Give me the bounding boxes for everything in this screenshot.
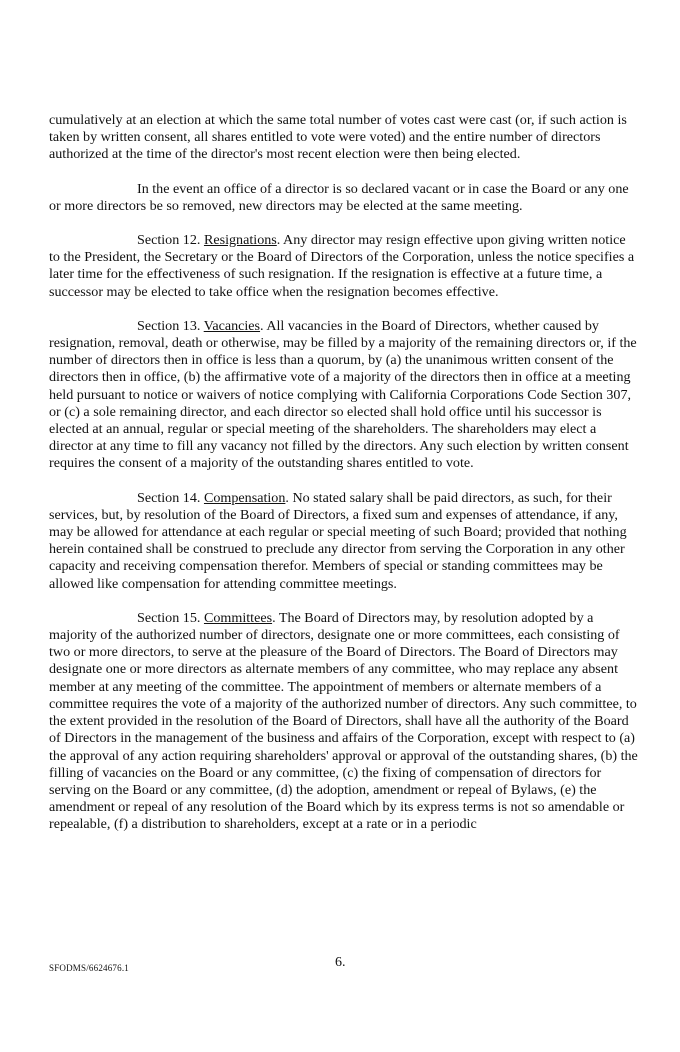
section-body: . No stated salary shall be paid directors, as such, for their services, but, by resolution of the Board of Directors, a fixed sum and expenses of attendance, if any, may be allowed for attendance at each regular or special meeting of such Board; provided that nothing herein contained shall be construed to preclude any director from serving the Corporation in any other capacity and receiving compensation therefor. Members of special or standing committees may be allowed like compensation for attending committee meetings. xyxy=(49,489,627,592)
document-id: SFODMS/6624676.1 xyxy=(49,963,129,973)
document-body xyxy=(49,112,639,851)
section-13 xyxy=(49,318,639,473)
section-number: Section 15. xyxy=(137,609,201,626)
section-number: Section 14. xyxy=(137,489,201,506)
page-number: 6. xyxy=(335,955,346,970)
section-number: Section 13. xyxy=(137,317,201,334)
section-14 xyxy=(49,490,639,593)
paragraph-continuation: cumulatively at an election at which the same total number of votes cast were cast (or, if such action is taken by written consent, all shares entitled to vote were voted) and the entire number of directors authorized at the time of the director's most recent election were then being elected. xyxy=(49,112,627,163)
section-body: . The Board of Directors may, by resolution adopted by a majority of the authorized number of directors, designate one or more committees, each consisting of two or more directors, to serve at the pleasure of the Board of Directors. The Board of Directors may designate one or more directors as alternate members of any committee, who may replace any absent member at any meeting of the committee. The appointment of members or alternate members of a committee requires the vote of a majority of the authorized number of directors. Any such committee, to the extent provided in the resolution of the Board of Directors, shall have all the authority of the Board of Directors in the management of the business and affairs of the Corporation, except with respect to (a) the approval of any action requiring shareholders' approval or approval of the outstanding shares, (b) the filling of vacancies on the Board or any committee, (c) the fixing of compensation of directors for serving on the Board or any committee, (d) the adoption, amendment or repeal of Bylaws, (e) the amendment or repeal of any resolution of the Board which by its express terms is not so amendable or repealable, (f) a distribution to shareholders, except at a rate or in a periodic xyxy=(49,609,638,833)
section-number: Section 12. xyxy=(137,232,201,249)
section-12 xyxy=(49,232,639,301)
section-body: . All vacancies in the Board of Directors, whether caused by resignation, removal, death or otherwise, may be filled by a majority of the remaining directors or, if the number of directors then in office is less than a quorum, by (a) the unanimous written consent of the directors then in office, (b) the affirmative vote of a majority of the directors then in office at a meeting held pursuant to notice or waivers of notice complying with California Corporations Code Section 307, or (c) a sole remaining director, and each director so elected shall hold office until his successor is elected at an annual, regular or special meeting of the shareholders. The shareholders may elect a director at any time to fill any vacancy not filled by the directors. Any such election by written consent requires the consent of a majority of the outstanding shares entitled to vote. xyxy=(49,317,637,472)
section-body: . Any director may resign effective upon giving written notice to the President, the Secretary or the Board of Directors of the Corporation, unless the notice specifies a later time for the effectiveness of such resignation. If the resignation is effective at a future time, a successor may be elected to take office when the resignation becomes effective. xyxy=(49,232,635,300)
section-heading: Compensation xyxy=(203,489,286,506)
section-heading: Vacancies xyxy=(203,317,261,334)
paragraph-vacancy-event: In the event an office of a director is so declared vacant or in case the Board or any one or more directors be so removed, new directors may be elected at the same meeting. xyxy=(49,180,629,214)
section-heading: Committees xyxy=(203,609,273,626)
section-15 xyxy=(49,610,639,834)
section-heading: Resignations xyxy=(203,232,277,249)
